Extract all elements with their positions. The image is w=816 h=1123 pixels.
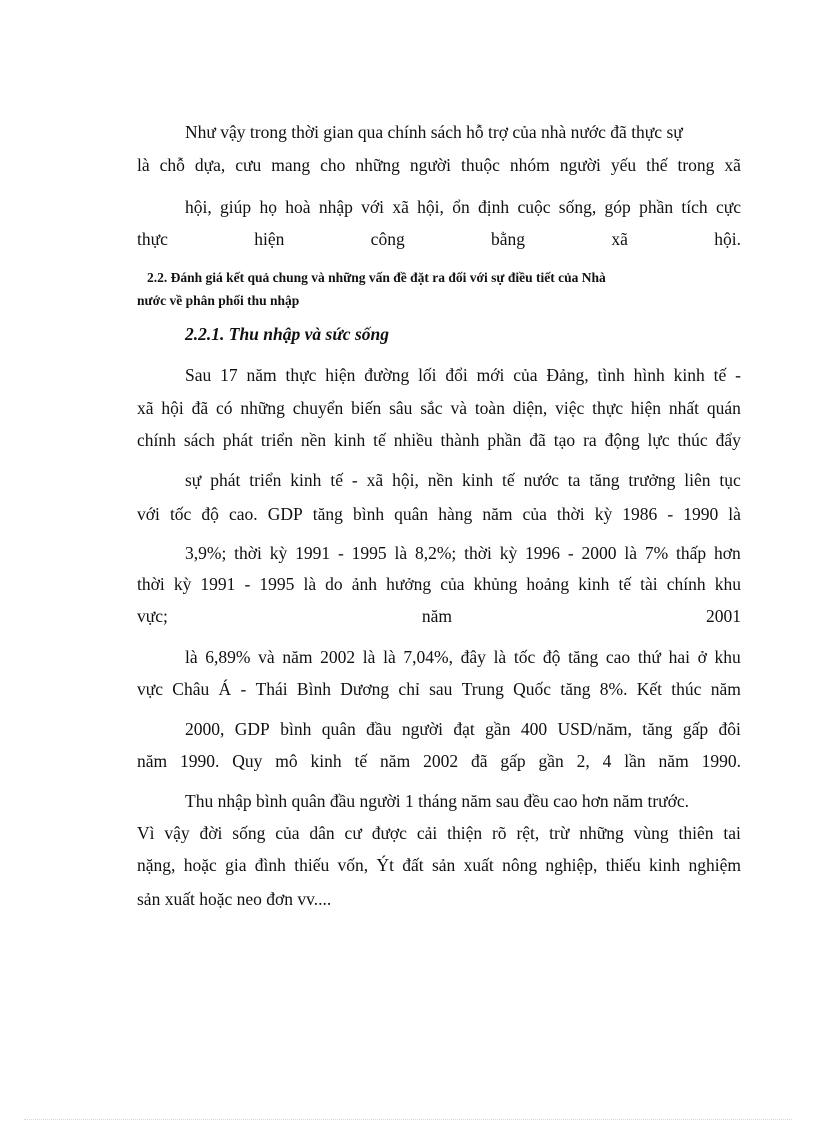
word: hiện (254, 229, 285, 249)
paragraph-line: với tốc độ cao. GDP tăng bình quân hàng năm của thời kỳ 1986 - 1990 là (137, 504, 741, 524)
paragraph-line: xã hội đã có những chuyển biến sâu sắc và toàn diện, việc thực hiện nhất quán (137, 398, 741, 418)
word: năm (421, 606, 452, 626)
section-heading: 2.2. Đánh giá kết quả chung và những vấn đề đặt ra đối với sự điều tiết của Nhà (147, 270, 606, 285)
paragraph-line: sản xuất hoặc neo đơn vv.... (137, 889, 332, 909)
section-heading: nước về phân phối thu nhập (137, 293, 300, 308)
word: bằng (491, 229, 526, 249)
paragraph-line: 2000, GDP bình quân đầu người đạt gần 400 USD/năm, tăng gấp đôi (185, 719, 741, 739)
paragraph-line: là 6,89% và năm 2002 là là 7,04%, đây là tốc độ tăng cao thứ hai ở khu (185, 647, 741, 667)
paragraph-line: chính sách phát triển nền kinh tế nhiều thành phần đã tạo ra động lực thúc đẩy (137, 430, 741, 450)
word: công (370, 229, 405, 249)
paragraph-line: sự phát triển kinh tế - xã hội, nền kinh tế nước ta tăng trưởng liên tục (185, 470, 741, 490)
word: 2001 (705, 606, 741, 626)
paragraph-line: Như vậy trong thời gian qua chính sách hỗ trợ của nhà nước đã thực sự (185, 122, 683, 142)
word: thực (137, 229, 168, 249)
paragraph-line: Thu nhập bình quân đầu người 1 tháng năm sau đều cao hơn năm trước. (185, 791, 690, 811)
paragraph-line: hội, giúp họ hoà nhập với xã hội, ổn định cuộc sống, góp phần tích cực (185, 197, 741, 217)
paragraph-line: Vì vậy đời sống của dân cư được cải thiện rõ rệt, trừ những vùng thiên tai (137, 823, 741, 843)
paragraph-line: vực Châu Á - Thái Bình Dương chỉ sau Trung Quốc tăng 8%. Kết thúc năm (137, 679, 741, 699)
page-bottom-rule (24, 1119, 792, 1120)
paragraph-line-spread (137, 228, 741, 250)
paragraph-line-spread (137, 605, 741, 627)
paragraph-line: Sau 17 năm thực hiện đường lối đổi mới của Đảng, tình hình kinh tế - (185, 365, 741, 385)
paragraph-line: năm 1990. Quy mô kinh tế năm 2002 đã gấp gần 2, 4 lần năm 1990. (137, 751, 741, 771)
word: vực; (137, 606, 168, 626)
paragraph-line: là chỗ dựa, cưu mang cho những người thuộc nhóm người yếu thế trong xã (137, 155, 741, 175)
paragraph-line: 3,9%; thời kỳ 1991 - 1995 là 8,2%; thời kỳ 1996 - 2000 là 7% thấp hơn (185, 543, 741, 563)
word: hội. (714, 229, 741, 249)
subsection-heading: 2.2.1. Thu nhập và sức sống (185, 324, 389, 344)
word: xã (611, 229, 628, 249)
paragraph-line: thời kỳ 1991 - 1995 là do ảnh hưởng của khủng hoảng kinh tế tài chính khu (137, 574, 741, 594)
paragraph-line: nặng, hoặc gia đình thiếu vốn, Ýt đất sản xuất nông nghiệp, thiếu kinh nghiệm (137, 855, 741, 875)
